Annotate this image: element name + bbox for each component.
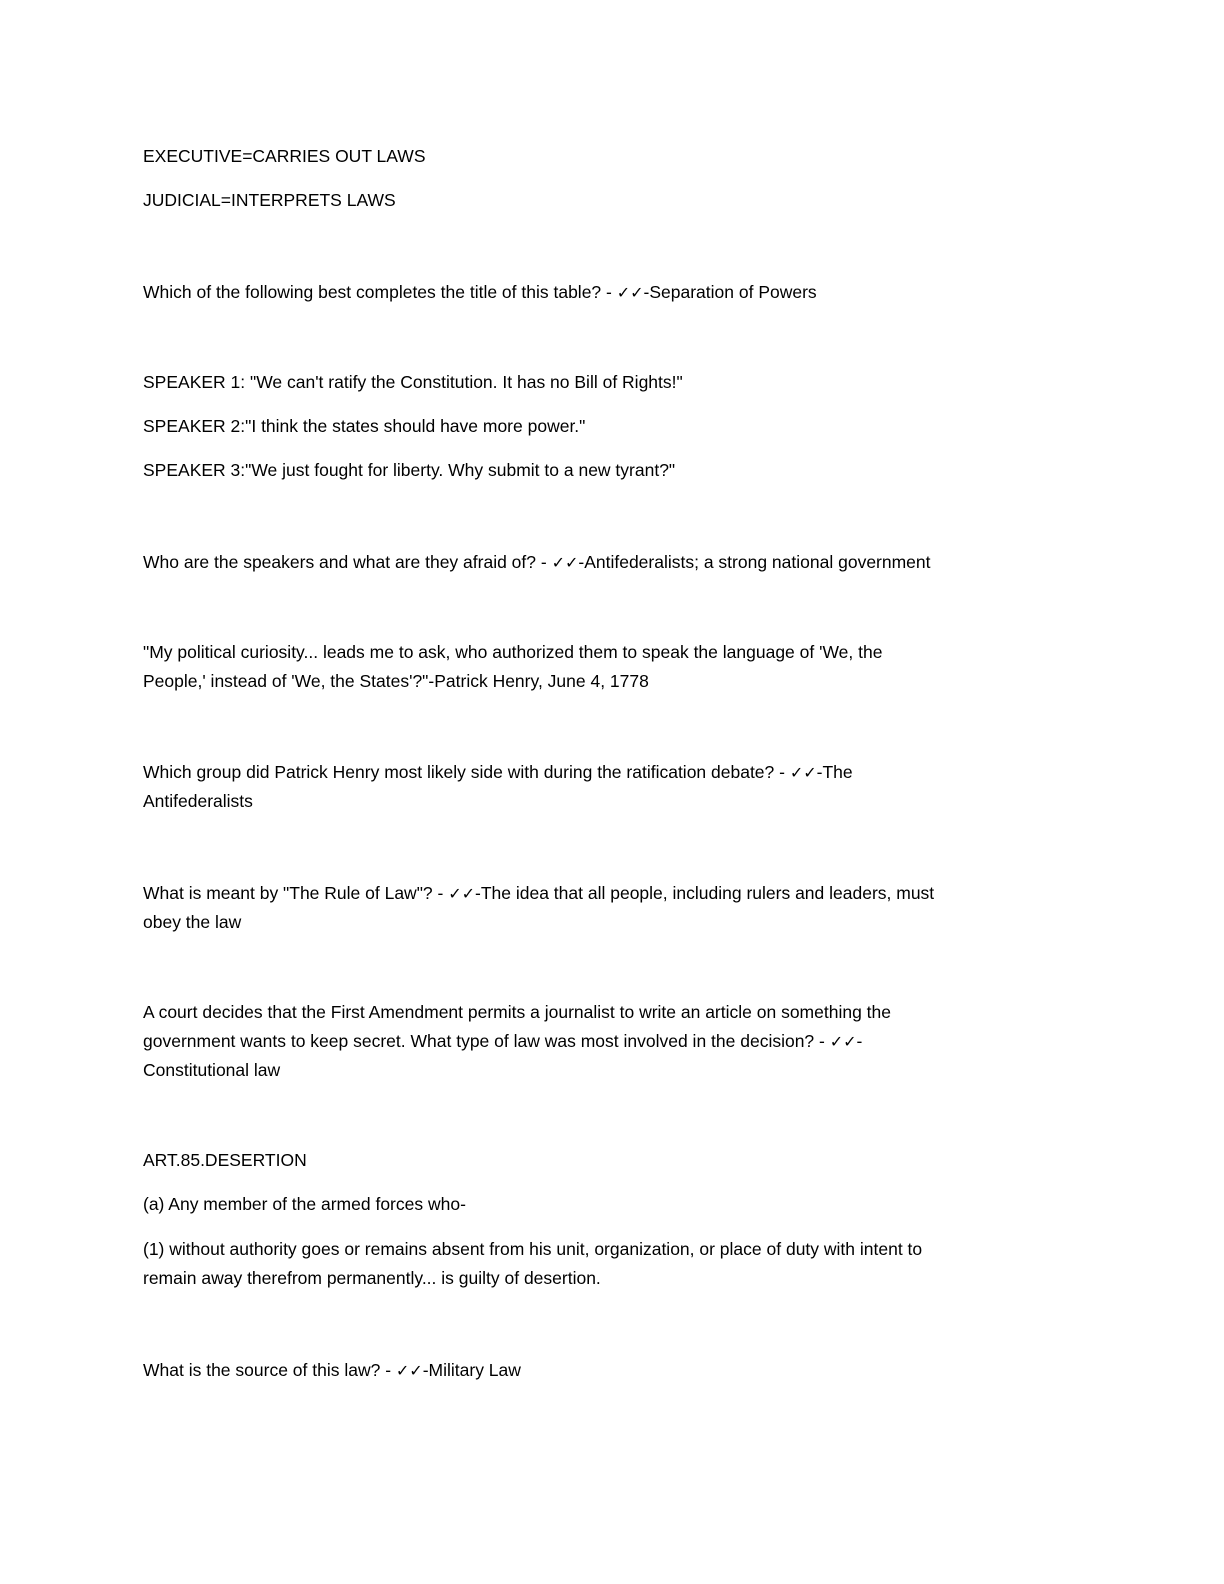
answer-continuation: Constitutional law	[143, 1060, 281, 1080]
answer-continuation: Antifederalists	[143, 791, 253, 811]
question-source-of-law	[143, 1356, 1063, 1385]
question-text: What is meant by "The Rule of Law"? -	[143, 883, 449, 903]
answer-text: -Separation of Powers	[643, 282, 817, 302]
quote-line-2: People,' instead of 'We, the States'?"-Patrick Henry, June 4, 1778	[143, 671, 649, 691]
speaker-2-line: SPEAKER 2:"I think the states should have more power."	[143, 416, 586, 436]
article-clause-1-line-1: (1) without authority goes or remains absent from his unit, organization, or place of duty with intent to	[143, 1239, 923, 1259]
question-text: Who are the speakers and what are they afraid of? -	[143, 552, 552, 572]
question-patrick-henry	[143, 758, 1063, 787]
check-mark-icon: ✓✓	[616, 283, 644, 302]
check-mark-icon: ✓✓	[789, 763, 817, 782]
question-separation-of-powers	[143, 278, 1063, 307]
question-text: Which of the following best completes the title of this table? -	[143, 282, 617, 302]
check-mark-icon: ✓✓	[551, 553, 579, 572]
question-text: Which group did Patrick Henry most likely side with during the ratification debate? -	[143, 762, 790, 782]
answer-text: -	[856, 1031, 863, 1051]
header-judicial: JUDICIAL=INTERPRETS LAWS	[143, 190, 396, 210]
answer-text: -The	[816, 762, 853, 782]
check-mark-icon: ✓✓	[395, 1361, 423, 1380]
speaker-1-line: SPEAKER 1: "We can't ratify the Constitution. It has no Bill of Rights!"	[143, 372, 683, 392]
question-first-amendment-line-1: A court decides that the First Amendment permits a journalist to write an article on something the	[143, 1002, 892, 1022]
header-executive: EXECUTIVE=CARRIES OUT LAWS	[143, 146, 426, 166]
question-rule-of-law	[143, 879, 1063, 908]
check-mark-icon: ✓✓	[448, 884, 476, 903]
question-speakers	[143, 548, 1063, 577]
check-mark-icon: ✓✓	[829, 1032, 857, 1051]
quote-line-1: "My political curiosity... leads me to ask, who authorized them to speak the language of 'We, the	[143, 642, 883, 662]
article-title: ART.85.DESERTION	[143, 1150, 307, 1170]
article-clause-a: (a) Any member of the armed forces who-	[143, 1194, 466, 1214]
question-text: What is the source of this law? -	[143, 1360, 396, 1380]
article-clause-1-line-2: remain away therefrom permanently... is guilty of desertion.	[143, 1268, 601, 1288]
speaker-3-line: SPEAKER 3:"We just fought for liberty. Why submit to a new tyrant?"	[143, 460, 676, 480]
answer-text: -Military Law	[422, 1360, 521, 1380]
answer-continuation: obey the law	[143, 912, 242, 932]
question-first-amendment-line-2	[143, 1027, 1063, 1056]
question-text: government wants to keep secret. What type of law was most involved in the decision? -	[143, 1031, 830, 1051]
answer-text: -The idea that all people, including rulers and leaders, must	[475, 883, 935, 903]
answer-text: -Antifederalists; a strong national government	[578, 552, 931, 572]
